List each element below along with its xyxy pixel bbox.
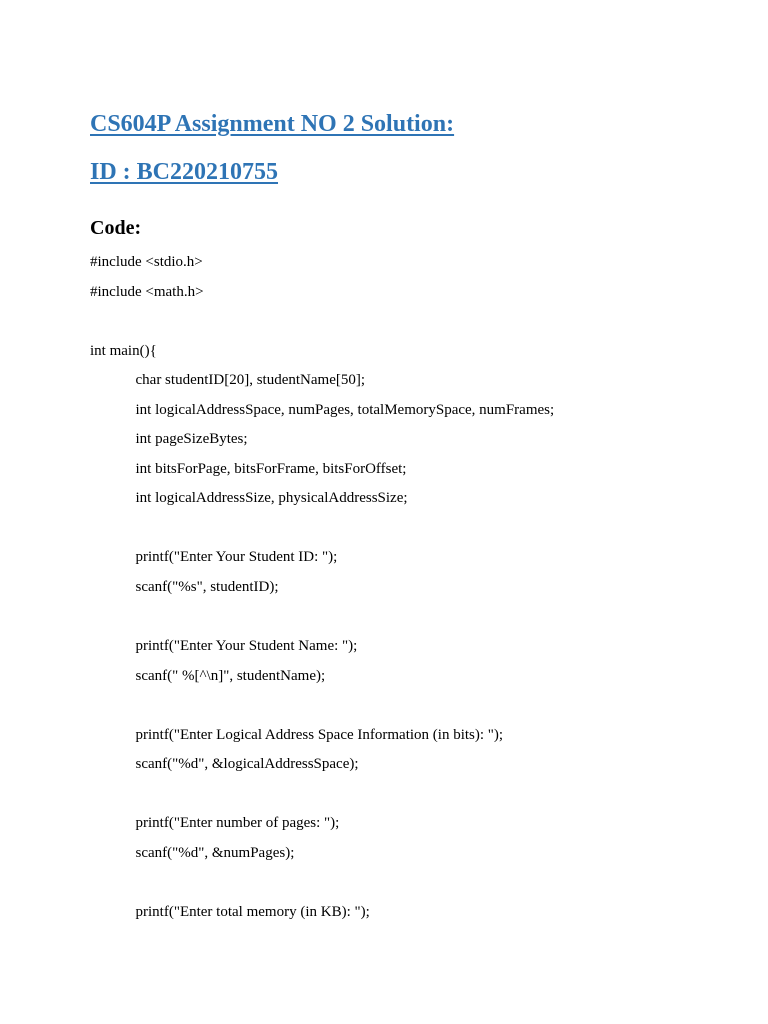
blank-line <box>90 872 554 902</box>
blank-line <box>90 311 554 341</box>
code-line: int logicalAddressSize, physicalAddressSize; <box>135 490 408 507</box>
code-line: printf("Enter Your Student ID: "); <box>135 549 338 566</box>
code-line: scanf("%s", studentID); <box>135 579 279 596</box>
code-line: printf("Enter Logical Address Space Information (in bits): "); <box>135 726 504 743</box>
code-line: char studentID[20], studentName[50]; <box>135 372 366 389</box>
code-line: scanf("%d", &numPages); <box>135 844 295 861</box>
code-line: #include <math.h> <box>90 283 204 300</box>
code-line: scanf(" %[^\n]", studentName); <box>135 667 326 684</box>
blank-line <box>90 518 554 548</box>
document-title: CS604P Assignment NO 2 Solution: <box>90 111 455 137</box>
code-line: printf("Enter Your Student Name: "); <box>135 638 358 655</box>
code-line: int main(){ <box>90 342 157 359</box>
code-line: scanf("%d", &logicalAddressSpace); <box>135 756 359 773</box>
code-line: printf("Enter number of pages: "); <box>135 815 340 832</box>
code-block <box>90 252 554 932</box>
code-heading: Code: <box>90 217 142 239</box>
blank-line <box>90 784 554 814</box>
student-id-heading: ID : BC220210755 <box>90 159 279 185</box>
code-line: int pageSizeBytes; <box>135 431 248 448</box>
code-line: printf("Enter total memory (in KB): "); <box>135 904 370 921</box>
blank-line <box>90 607 554 637</box>
code-line: int bitsForPage, bitsForFrame, bitsForOffset; <box>135 460 407 477</box>
code-line: #include <stdio.h> <box>90 254 203 270</box>
blank-line <box>90 695 554 725</box>
code-line: int logicalAddressSpace, numPages, totalMemorySpace, numFrames; <box>135 401 555 418</box>
